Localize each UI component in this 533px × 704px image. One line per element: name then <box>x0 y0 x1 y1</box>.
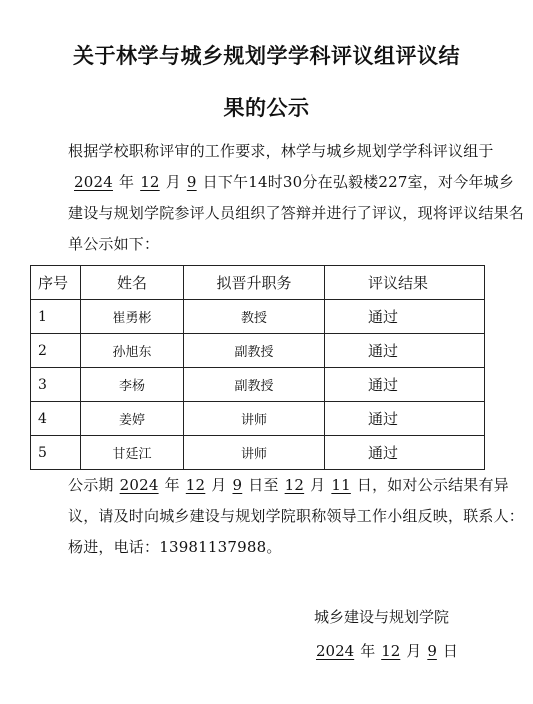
row-rank: 讲师 <box>184 436 325 470</box>
row-rank: 副教授 <box>184 334 325 368</box>
row-name: 李杨 <box>81 368 184 402</box>
row-rank: 教授 <box>184 300 325 334</box>
signature-day-unit: 日 <box>442 642 458 660</box>
header-rank: 拟晋升职务 <box>184 266 325 300</box>
header-name: 姓名 <box>81 266 184 300</box>
row-result: 通过 <box>325 402 485 436</box>
notice-from-year: 2024 <box>119 476 159 494</box>
row-rank: 讲师 <box>184 402 325 436</box>
table-row <box>31 334 485 368</box>
header-result: 评议结果 <box>325 266 485 300</box>
row-number: 4 <box>31 402 81 436</box>
table-row <box>31 436 485 470</box>
row-number: 3 <box>31 368 81 402</box>
row-result: 通过 <box>325 334 485 368</box>
row-name: 姜婷 <box>81 402 184 436</box>
row-number: 5 <box>31 436 81 470</box>
notice-to-month: 12 <box>284 476 305 494</box>
signature-year: 2024 <box>316 642 355 660</box>
meeting-month-unit: 月 <box>165 173 181 191</box>
signature-day: 9 <box>427 642 437 660</box>
row-name: 甘廷江 <box>81 436 184 470</box>
notice-day-unit: 日 <box>356 476 373 494</box>
signature-date <box>310 640 458 661</box>
meeting-day: 9 <box>186 173 197 191</box>
signature-organization: 城乡建设与规划学院 <box>314 608 450 626</box>
meeting-year-unit: 年 <box>118 173 135 191</box>
row-number: 1 <box>31 300 81 334</box>
notice-day-to: 日至 <box>248 476 279 494</box>
notice-year-unit: 年 <box>164 476 180 494</box>
table-row <box>31 402 485 436</box>
document-title-line1: 关于林学与城乡规划学学科评议组评议结 <box>73 44 460 68</box>
table-row <box>31 300 485 334</box>
intro-text-end: 日下午14时30分在弘毅楼227室，对今年城乡建设与规划学院参评人员组织了答辩并进行了评议，现将评议结果名单公示如下： <box>68 173 525 253</box>
row-number: 2 <box>31 334 81 368</box>
meeting-month: 12 <box>140 173 160 191</box>
row-rank: 副教授 <box>184 368 325 402</box>
notice-to-day: 11 <box>331 476 351 494</box>
meeting-year: 2024 <box>74 173 113 191</box>
intro-paragraph <box>38 136 528 260</box>
notice-from-month: 12 <box>185 476 206 494</box>
notice-paragraph <box>38 470 528 563</box>
signature-year-unit: 年 <box>360 642 376 660</box>
notice-to-month-unit: 月 <box>310 476 326 494</box>
header-number: 序号 <box>31 266 81 300</box>
notice-rest: ，如对公示结果有异议，请及时向城乡建设与规划学院职称领导工作小组反映，联系人：杨进，电话：13981137988。 <box>68 476 525 556</box>
row-result: 通过 <box>325 300 485 334</box>
signature-month-unit: 月 <box>406 642 422 660</box>
notice-month-unit: 月 <box>211 476 227 494</box>
table-row <box>31 368 485 402</box>
table-header-row <box>31 266 485 300</box>
row-name: 孙旭东 <box>81 334 184 368</box>
results-table <box>30 265 485 470</box>
notice-prefix: 公示期 <box>68 476 114 494</box>
row-result: 通过 <box>325 436 485 470</box>
document-title-line2: 果的公示 <box>223 96 310 120</box>
intro-text-start: 根据学校职称评审的工作要求，林学与城乡规划学学科评议组于 <box>68 142 494 160</box>
row-name: 崔勇彬 <box>81 300 184 334</box>
row-result: 通过 <box>325 368 485 402</box>
signature-month: 12 <box>381 642 401 660</box>
notice-from-day: 9 <box>232 476 243 494</box>
